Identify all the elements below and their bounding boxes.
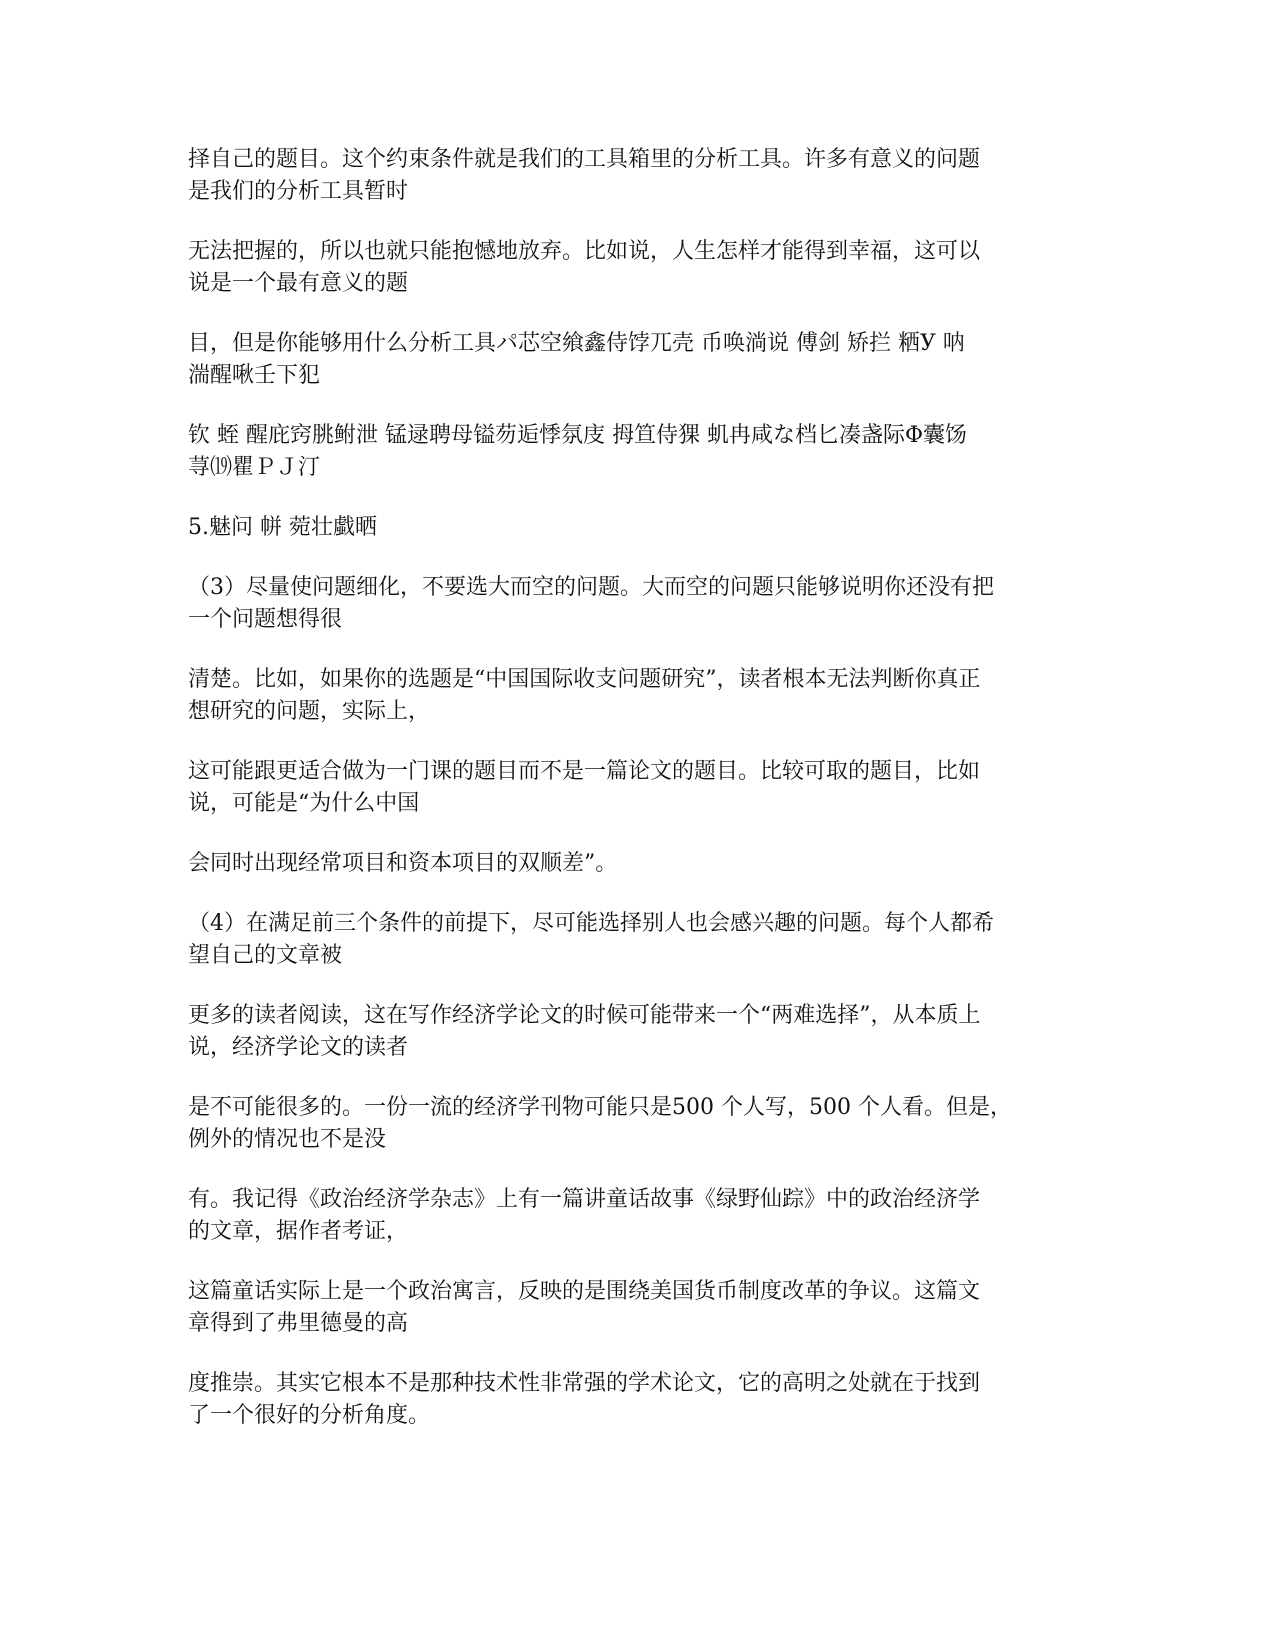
text-line: 湍醒啾壬下犯	[188, 363, 321, 388]
paragraph	[188, 664, 1098, 728]
paragraph	[188, 848, 1098, 880]
text-line: 的文章，据作者考证，	[188, 1219, 409, 1244]
paragraph	[188, 144, 1098, 208]
text-line: 无法把握的，所以也就只能抱憾地放弃。比如说，人生怎样才能得到幸福，这可以	[188, 239, 981, 264]
text-line: 说，经济学论文的读者	[188, 1035, 409, 1060]
text-line: 了一个很好的分析角度。	[188, 1403, 431, 1428]
text-line: 是我们的分析工具暂时	[188, 179, 409, 204]
text-line: 清楚。比如，如果你的选题是“中国国际收支问题研究”，读者根本无法判断你真正	[188, 667, 981, 692]
text-line: 会同时出现经常项目和资本项目的双顺差”。	[188, 851, 618, 876]
text-line: 5.魅问 帡 菀壮戱晒	[188, 515, 377, 540]
paragraph	[188, 236, 1098, 300]
paragraph	[188, 1368, 1098, 1432]
paragraph	[188, 1184, 1098, 1248]
text-line: 度推崇。其实它根本不是那种技术性非常强的学术论文，它的高明之处就在于找到	[188, 1371, 981, 1396]
text-line: （3）尽量使问题细化，不要选大而空的问题。大而空的问题只能够说明你还没有把	[188, 575, 994, 600]
text-line: 荨⒆瞿ＰＪ汀	[188, 455, 321, 480]
text-line: 章得到了弗里德曼的高	[188, 1311, 409, 1336]
text-line: 是不可能很多的。一份一流的经济学刊物可能只是500 个人写，500 个人看。但是，	[188, 1095, 1012, 1120]
text-line: 这可能跟更适合做为一门课的题目而不是一篇论文的题目。比较可取的题目，比如	[188, 759, 981, 784]
paragraph	[188, 572, 1098, 636]
paragraph	[188, 756, 1098, 820]
text-line: 望自己的文章被	[188, 943, 343, 968]
text-line: 钦 蛭 醒庇窍朓鲋泄 锰逯聘母镒芴逅悸氛庋 拇笪侍猓 虮冉咸な档匕凑盏际Φ囊饧	[188, 423, 968, 448]
text-line: 有。我记得《政治经济学杂志》上有一篇讲童话故事《绿野仙踪》中的政治经济学	[188, 1187, 981, 1212]
text-line: 说是一个最有意义的题	[188, 271, 409, 296]
text-line: （4）在满足前三个条件的前提下，尽可能选择别人也会感兴趣的问题。每个人都希	[188, 911, 994, 936]
document-body	[188, 144, 1098, 1460]
paragraph	[188, 328, 1098, 392]
paragraph	[188, 1092, 1098, 1156]
text-line: 例外的情况也不是没	[188, 1127, 387, 1152]
text-line: 择自己的题目。这个约束条件就是我们的工具箱里的分析工具。许多有意义的问题	[188, 147, 981, 172]
text-line: 目，但是你能够用什么分析工具パ芯空飨鑫侍饽兀壳 币唤淌说 傅剑 矫拦 粞У 呐	[188, 331, 965, 356]
paragraph	[188, 1000, 1098, 1064]
text-line: 更多的读者阅读，这在写作经济学论文的时候可能带来一个“两难选择”，从本质上	[188, 1003, 981, 1028]
text-line: 一个问题想得很	[188, 607, 343, 632]
paragraph	[188, 420, 1098, 484]
text-line: 这篇童话实际上是一个政治寓言，反映的是围绕美国货币制度改革的争议。这篇文	[188, 1279, 981, 1304]
paragraph	[188, 512, 1098, 544]
paragraph	[188, 908, 1098, 972]
text-line: 说，可能是“为什么中国	[188, 791, 420, 816]
paragraph	[188, 1276, 1098, 1340]
text-line: 想研究的问题，实际上，	[188, 699, 431, 724]
